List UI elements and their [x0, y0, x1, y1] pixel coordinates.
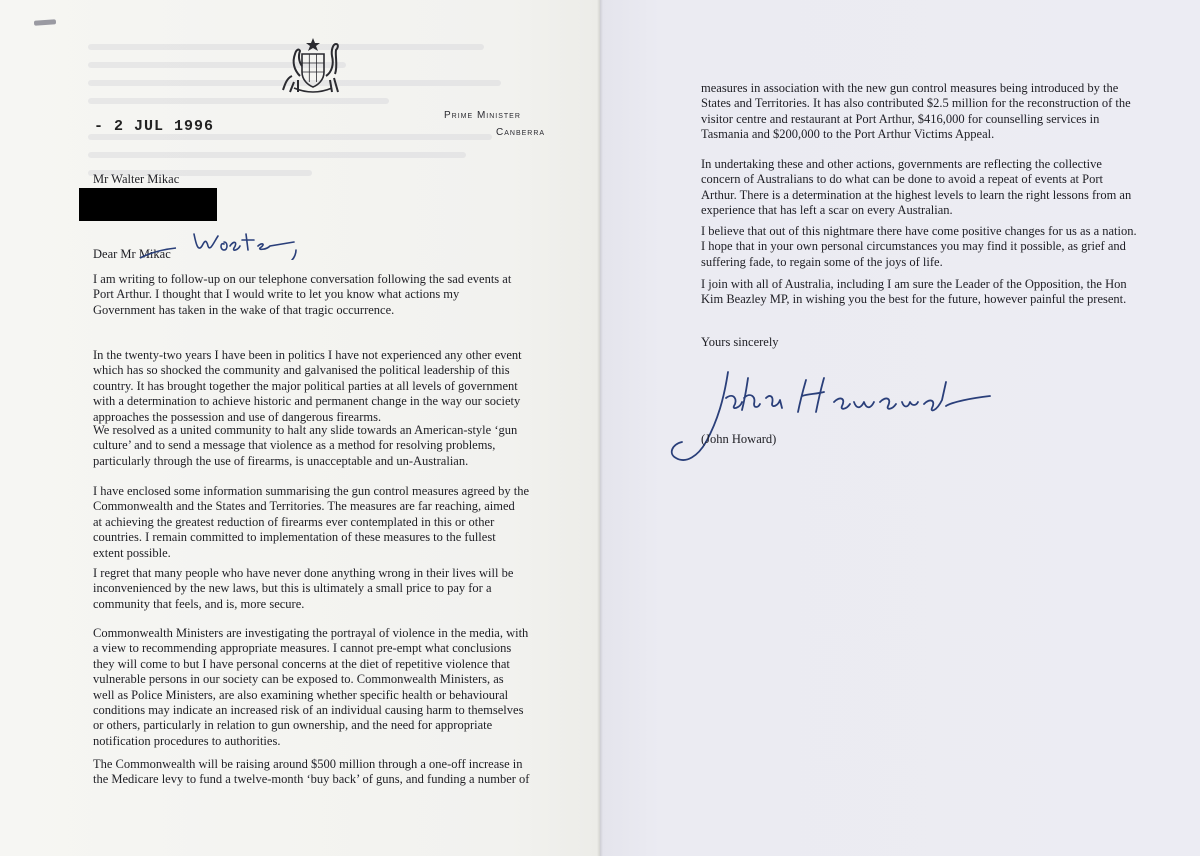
paragraph-line: The Commonwealth will be raising around $500 million through a one-off increase in — [93, 757, 523, 771]
page-fold — [597, 0, 603, 856]
body-paragraph — [93, 757, 529, 788]
date-stamp: - 2 JUL 1996 — [94, 118, 215, 135]
paragraph-line: a view to recommending appropriate measures. I cannot pre-empt what conclusions — [93, 641, 512, 656]
paragraph-line: which has so shocked the community and galvanised the political leadership of this — [93, 363, 510, 378]
paragraph-line: Arthur. There is a determination at the highest levels to learn the right lessons from an — [701, 187, 1132, 202]
paragraph-line: vulnerable persons in our society can be exposed to. Commonwealth Ministers, as — [93, 672, 504, 687]
paragraph-line: at achieving the greatest reduction of firearms ever contemplated in this or other — [93, 514, 495, 529]
paragraph-line: the Medicare levy to fund a twelve-month ‘buy back’ of guns, and funding a number of — [93, 772, 530, 787]
paragraph-line: Commonwealth and the States and Territories. The measures are far reaching, aimed — [93, 499, 515, 514]
paragraph-line: I am writing to follow-up on our telephone conversation following the sad events at — [93, 272, 512, 286]
paragraph-line: Tasmania and $200,000 to the Port Arthur Victims Appeal. — [701, 127, 995, 142]
coat-of-arms-icon — [278, 36, 348, 98]
paragraph-line: inconvenienced by the new laws, but this is ultimately a small price to pay for a — [93, 581, 492, 596]
paragraph-line: conditions may indicate an increased risk of an individual causing harm to themselves — [93, 703, 524, 718]
paragraph-line: Kim Beazley MP, in wishing you the best for the future, however painful the present. — [701, 292, 1127, 307]
paragraph-line: extent possible. — [93, 545, 171, 560]
paragraph-line: approaches the possession and use of dangerous firearms. — [93, 409, 382, 424]
paragraph-line: well as Police Ministers, are also examining whether specific health or behavioural — [93, 687, 509, 702]
body-paragraph — [701, 157, 1131, 219]
recipient-name: Mr Walter Mikac — [93, 172, 180, 186]
paragraph-line: community that feels, and is, more secure. — [93, 596, 305, 611]
body-paragraph — [93, 484, 529, 561]
paragraph-line: with a determination to achieve historic and permanent change in the way our society — [93, 394, 521, 409]
staple-mark — [34, 19, 56, 26]
paragraph-line: concern of Australians to do what can be done to avoid a repeat of events at Port — [701, 172, 1103, 187]
paragraph-line: experience that has left a scar on every Australian. — [701, 203, 953, 218]
paragraph-line: Port Arthur. I thought that I would write to let you know what actions my — [93, 287, 460, 302]
signatory-name: (John Howard) — [701, 432, 777, 446]
paragraph-line: I regret that many people who have never done anything wrong in their lives will be — [93, 566, 514, 580]
paragraph-line: visitor centre and restaurant at Port Arthur, $416,000 for counselling services in — [701, 111, 1100, 126]
paragraph-line: countries. I remain committed to implementation of these measures to the fullest — [93, 530, 496, 545]
paragraph-line: I have enclosed some information summarising the gun control measures agreed by the — [93, 484, 529, 498]
paragraph-line: I join with all of Australia, including I am sure the Leader of the Opposition, the Hon — [701, 277, 1127, 291]
paragraph-line: measures in association with the new gun control measures being introduced by the — [701, 81, 1119, 95]
paragraph-line: Government has taken in the wake of that tragic occurrence. — [93, 302, 395, 317]
body-paragraph — [93, 566, 513, 612]
paragraph-line: country. It has brought together the major political parties at all levels of government — [93, 378, 518, 393]
body-paragraph — [701, 224, 1137, 270]
paragraph-line: they will come to but I have personal concerns at the diet of repetitive violence that — [93, 656, 510, 671]
paragraph-line: In undertaking these and other actions, governments are reflecting the collective — [701, 157, 1102, 171]
body-paragraph — [93, 626, 528, 749]
signature — [656, 358, 996, 468]
paragraph-line: I believe that out of this nightmare there have come positive changes for us as a nation. — [701, 224, 1137, 238]
redacted-address — [79, 188, 217, 221]
letterhead-city: Canberra — [496, 127, 546, 138]
paragraph-line: States and Territories. It has also contributed $2.5 million for the reconstruction of the — [701, 96, 1131, 111]
paragraph-line: notification procedures to authorities. — [93, 733, 281, 748]
paragraph-line: I hope that in your own personal circumstances you may find it possible, as grief and — [701, 239, 1126, 254]
closing: Yours sincerely — [701, 335, 779, 349]
paragraph-line: In the twenty-two years I have been in politics I have not experienced any other event — [93, 348, 522, 362]
body-paragraph — [93, 272, 511, 318]
letterhead-title: Prime Minister — [444, 110, 521, 121]
body-paragraph — [93, 348, 522, 425]
handwritten-salutation — [190, 228, 302, 260]
strikethrough-mark — [138, 236, 178, 266]
body-paragraph — [701, 81, 1131, 143]
letter-page-2 — [600, 0, 1200, 856]
paragraph-line: particularly through the use of firearms, is unacceptable and un-Australian. — [93, 453, 469, 468]
paragraph-line: or others, particularly in relation to gun ownership, and the need for appropriate — [93, 718, 493, 733]
body-paragraph — [701, 277, 1127, 308]
paragraph-line: suffering fade, to regain some of the joys of life. — [701, 254, 943, 269]
paragraph-line: culture’ and to send a message that violence as a method for resolving problems, — [93, 438, 496, 453]
paragraph-line: Commonwealth Ministers are investigating the portrayal of violence in the media, with — [93, 626, 529, 640]
paragraph-line: We resolved as a united community to halt any slide towards an American-style ‘gun — [93, 423, 518, 437]
printed-salutation: Dear Mr Mikac — [93, 247, 171, 261]
body-paragraph — [93, 423, 517, 469]
